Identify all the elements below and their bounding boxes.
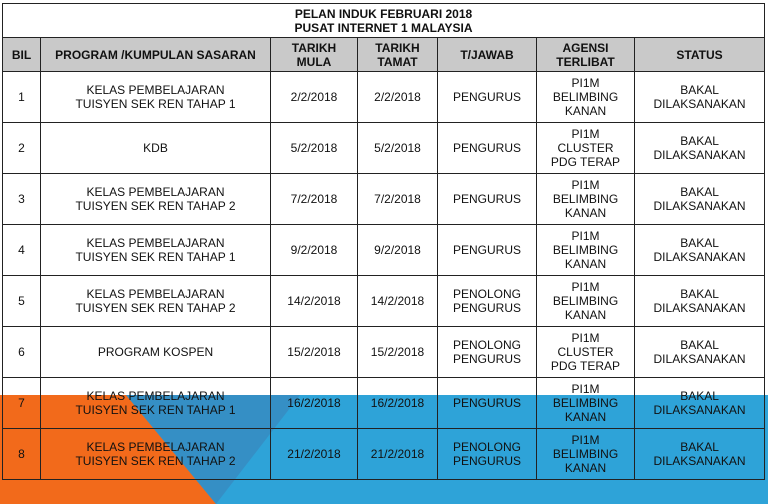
cell-agensi: PI1M CLUSTER PDG TERAP [537, 123, 635, 174]
cell-bil: 1 [3, 72, 41, 123]
cell-program: PROGRAM KOSPEN [41, 327, 271, 378]
cell-tarikh-mula: 15/2/2018 [271, 327, 358, 378]
cell-tarikh-mula: 2/2/2018 [271, 72, 358, 123]
header-tarikh-mula: TARIKH MULA [271, 38, 358, 72]
header-bil: BIL [3, 38, 41, 72]
cell-status: BAKAL DILAKSANAKAN [635, 174, 765, 225]
cell-tarikh-mula: 21/2/2018 [271, 429, 358, 480]
cell-program: KELAS PEMBELAJARAN TUISYEN SEK REN TAHAP 1 [41, 378, 271, 429]
plan-table [2, 3, 765, 480]
header-program: PROGRAM /KUMPULAN SASARAN [41, 38, 271, 72]
cell-tarikh-mula: 7/2/2018 [271, 174, 358, 225]
cell-tarikh-mula: 9/2/2018 [271, 225, 358, 276]
cell-tarikh-tamat: 16/2/2018 [358, 378, 438, 429]
cell-tjawab: PENOLONG PENGURUS [438, 327, 537, 378]
cell-status: BAKAL DILAKSANAKAN [635, 327, 765, 378]
header-status: STATUS [635, 38, 765, 72]
cell-status: BAKAL DILAKSANAKAN [635, 123, 765, 174]
cell-tarikh-tamat: 9/2/2018 [358, 225, 438, 276]
title-line-1: PELAN INDUK FEBRUARI 2018 [294, 6, 473, 21]
cell-bil: 4 [3, 225, 41, 276]
table-row [3, 429, 765, 480]
cell-status: BAKAL DILAKSANAKAN [635, 72, 765, 123]
header-row [3, 38, 765, 72]
cell-bil: 2 [3, 123, 41, 174]
cell-tjawab: PENGURUS [438, 378, 537, 429]
cell-bil: 3 [3, 174, 41, 225]
cell-tarikh-mula: 5/2/2018 [271, 123, 358, 174]
cell-program: KELAS PEMBELAJARAN TUISYEN SEK REN TAHAP 2 [41, 429, 271, 480]
table-body [3, 72, 765, 480]
cell-status: BAKAL DILAKSANAKAN [635, 429, 765, 480]
cell-tjawab: PENGURUS [438, 225, 537, 276]
cell-agensi: PI1M BELIMBING KANAN [537, 225, 635, 276]
cell-agensi: PI1M CLUSTER PDG TERAP [537, 327, 635, 378]
cell-status: BAKAL DILAKSANAKAN [635, 276, 765, 327]
cell-tjawab: PENOLONG PENGURUS [438, 276, 537, 327]
header-tarikh-tamat: TARIKH TAMAT [358, 38, 438, 72]
cell-agensi: PI1M BELIMBING KANAN [537, 174, 635, 225]
table-row [3, 225, 765, 276]
header-tjawab: T/JAWAB [438, 38, 537, 72]
cell-tjawab: PENGURUS [438, 174, 537, 225]
cell-tarikh-tamat: 2/2/2018 [358, 72, 438, 123]
cell-tarikh-mula: 14/2/2018 [271, 276, 358, 327]
cell-agensi: PI1M BELIMBING KANAN [537, 72, 635, 123]
cell-agensi: PI1M BELIMBING KANAN [537, 276, 635, 327]
cell-program: KELAS PEMBELAJARAN TUISYEN SEK REN TAHAP 2 [41, 276, 271, 327]
cell-bil: 7 [3, 378, 41, 429]
cell-tarikh-tamat: 15/2/2018 [358, 327, 438, 378]
cell-tarikh-tamat: 21/2/2018 [358, 429, 438, 480]
table-row [3, 174, 765, 225]
cell-bil: 8 [3, 429, 41, 480]
cell-bil: 5 [3, 276, 41, 327]
cell-program: KELAS PEMBELAJARAN TUISYEN SEK REN TAHAP 2 [41, 174, 271, 225]
cell-agensi: PI1M BELIMBING KANAN [537, 378, 635, 429]
cell-tarikh-tamat: 14/2/2018 [358, 276, 438, 327]
table-title [3, 4, 765, 38]
cell-tarikh-tamat: 5/2/2018 [358, 123, 438, 174]
table-row [3, 276, 765, 327]
cell-agensi: PI1M BELIMBING KANAN [537, 429, 635, 480]
cell-tjawab: PENOLONG PENGURUS [438, 429, 537, 480]
title-line-2: PUSAT INTERNET 1 MALAYSIA [294, 20, 473, 35]
cell-tjawab: PENGURUS [438, 123, 537, 174]
cell-tarikh-tamat: 7/2/2018 [358, 174, 438, 225]
table-row [3, 123, 765, 174]
cell-bil: 6 [3, 327, 41, 378]
table-row [3, 378, 765, 429]
cell-program: KELAS PEMBELAJARAN TUISYEN SEK REN TAHAP 1 [41, 225, 271, 276]
cell-status: BAKAL DILAKSANAKAN [635, 225, 765, 276]
header-agensi: AGENSI TERLIBAT [537, 38, 635, 72]
cell-tjawab: PENGURUS [438, 72, 537, 123]
table-row [3, 327, 765, 378]
cell-status: BAKAL DILAKSANAKAN [635, 378, 765, 429]
cell-program: KDB [41, 123, 271, 174]
cell-program: KELAS PEMBELAJARAN TUISYEN SEK REN TAHAP 1 [41, 72, 271, 123]
cell-tarikh-mula: 16/2/2018 [271, 378, 358, 429]
table-row [3, 72, 765, 123]
